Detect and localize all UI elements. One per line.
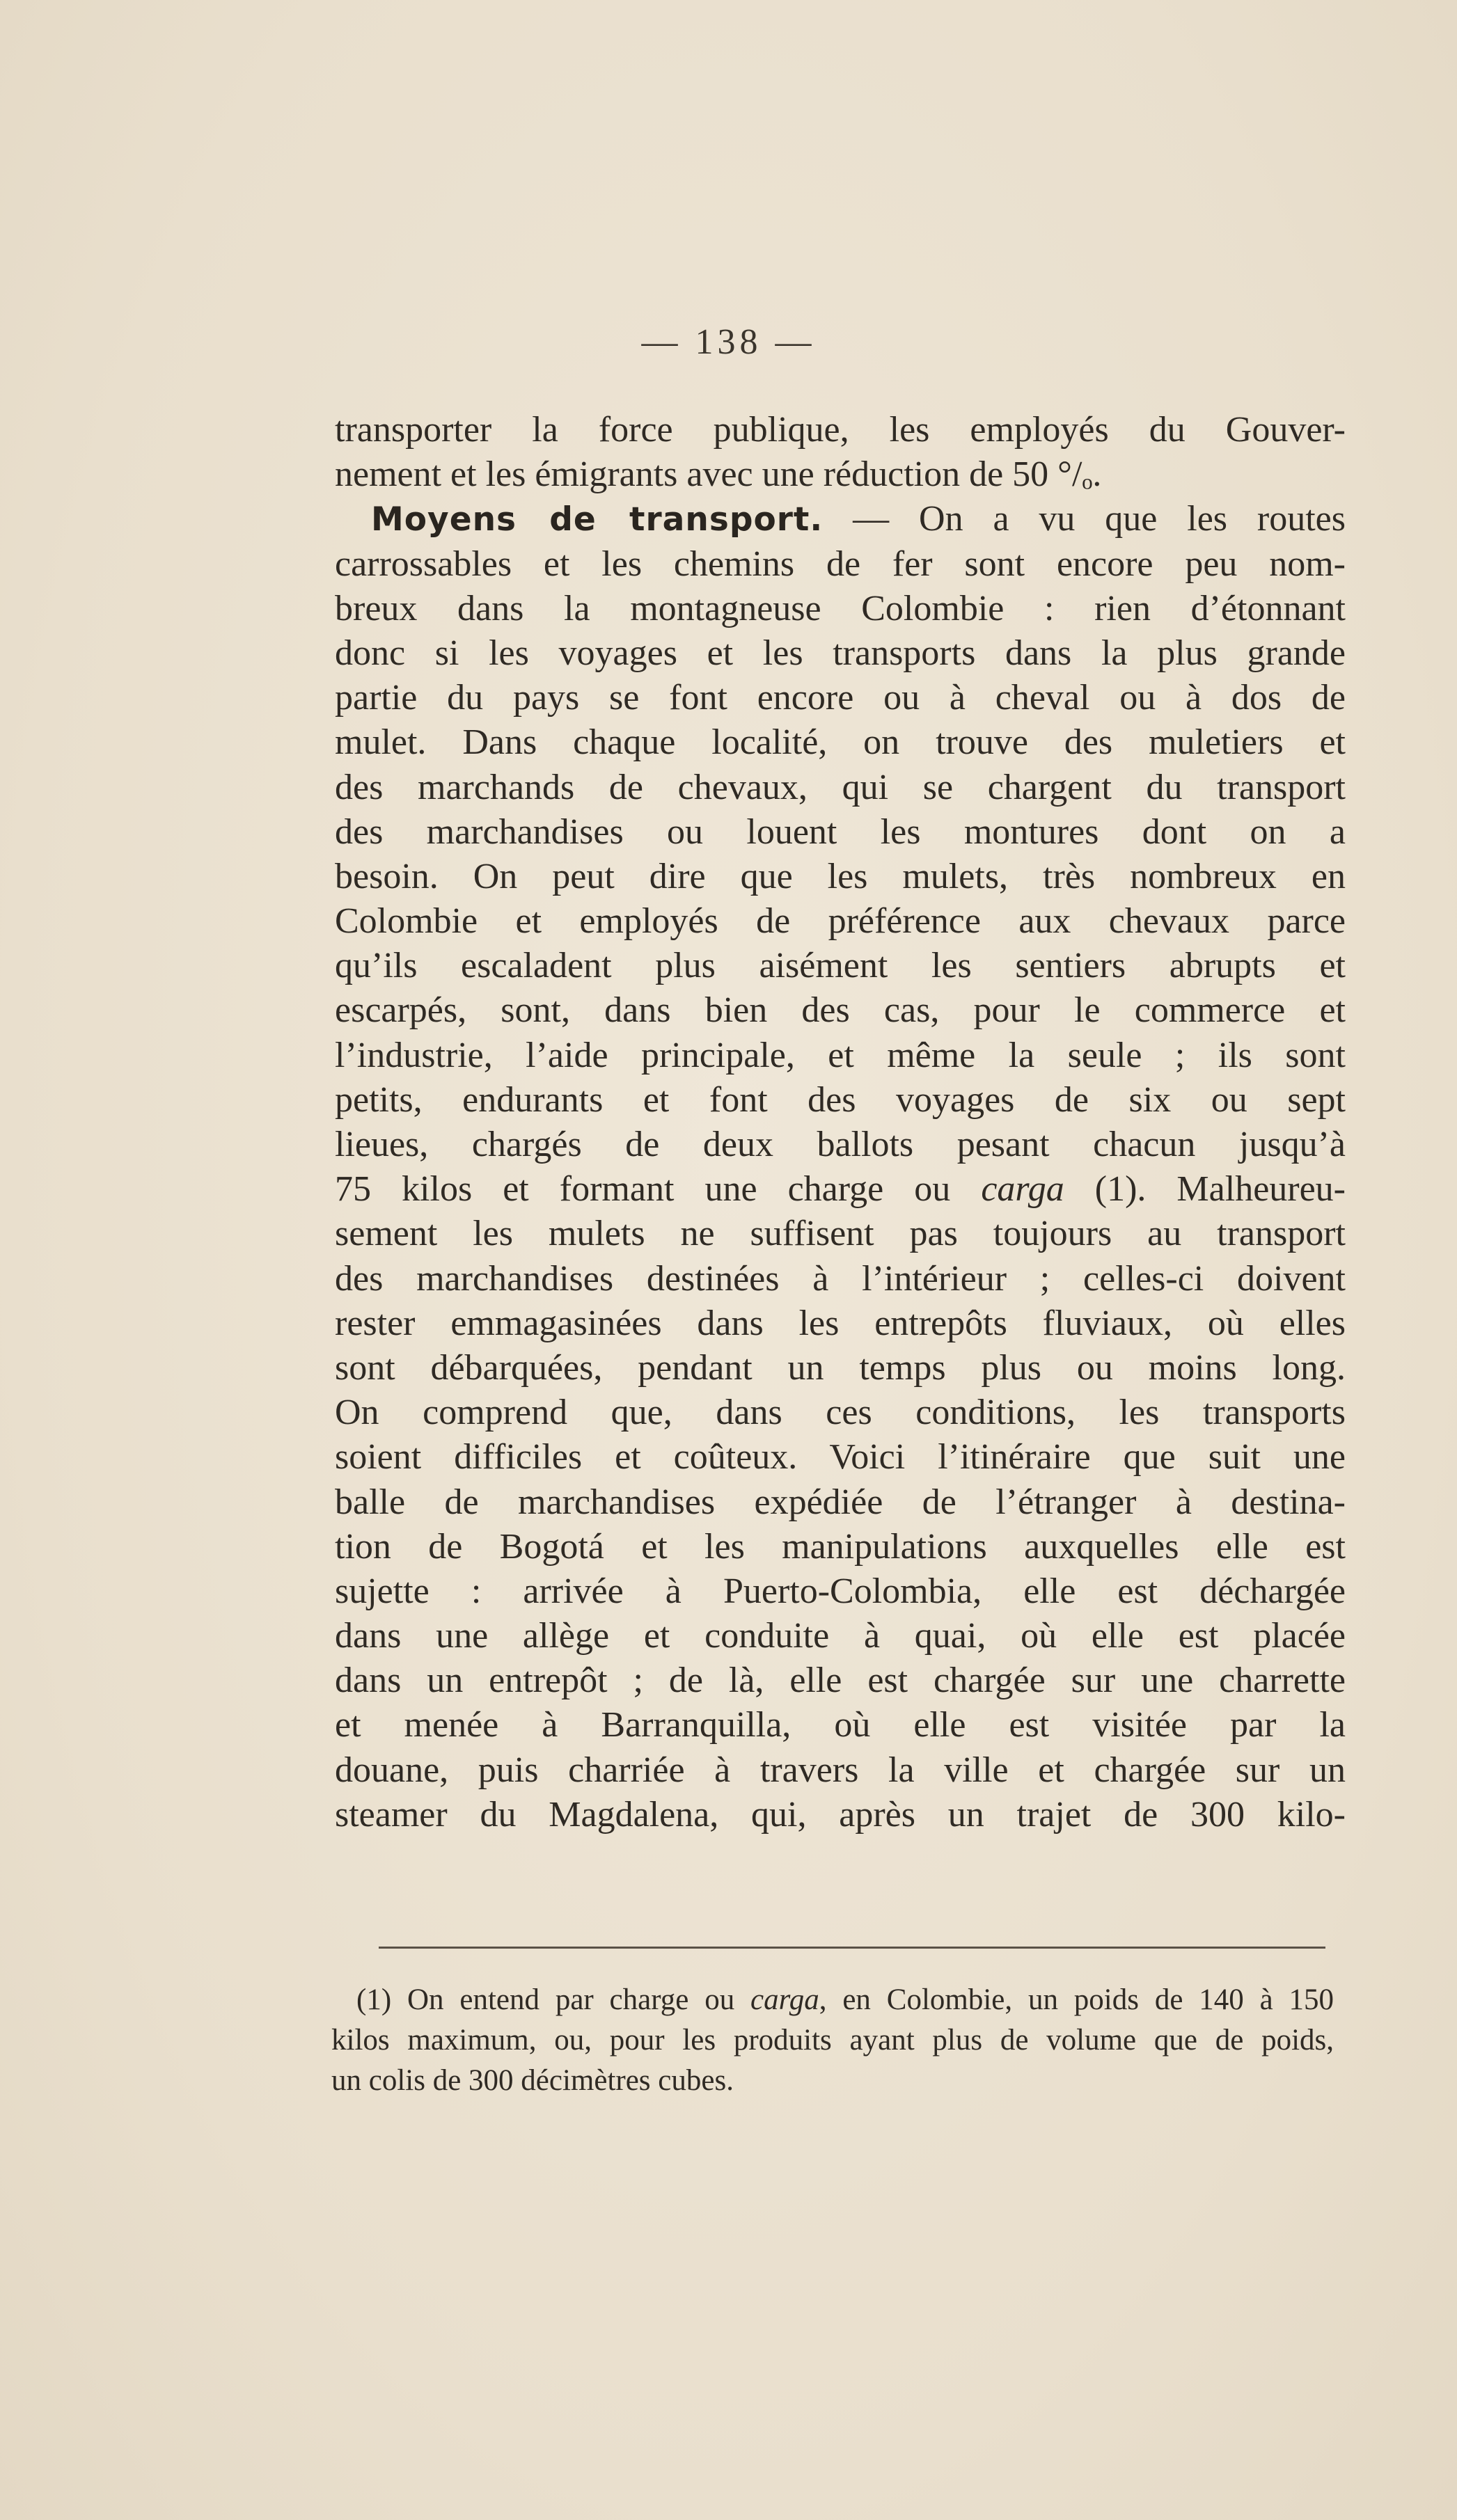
text-line: partie du pays se font encore ou à cheval ou à dos de — [335, 678, 1346, 718]
body-text — [335, 408, 1346, 1837]
text-line: escarpés, sont, dans bien des cas, pour le commerce et — [335, 990, 1346, 1031]
text-line: sont débarquées, pendant un temps plus ou moins long. — [335, 1347, 1346, 1388]
text-line: besoin. On peut dire que les mulets, très nombreux en — [335, 856, 1346, 896]
text-line: sement les mulets ne suffisent pas toujours au transport — [335, 1214, 1346, 1254]
text-line: Colombie et employés de préférence aux chevaux parce — [335, 901, 1346, 942]
text-line — [335, 1167, 1346, 1212]
text-line: rester emmagasinées dans les entrepôts fluviaux, où elles — [335, 1303, 1346, 1343]
text-span: , en Colombie, un poids de 140 à 150 — [819, 1983, 1334, 2016]
text-line: l’industrie, l’aide principale, et même la seule ; ils sont — [335, 1035, 1346, 1075]
text-line: dans une allège et conduite à quai, où elle est placée — [335, 1616, 1346, 1656]
text-line: soient difficiles et coûteux. Voici l’itinéraire que suit une — [335, 1437, 1346, 1477]
text-line: qu’ils escaladent plus aisément les sentiers abrupts et — [335, 946, 1346, 986]
text-span: (1). Malheureu- — [1064, 1169, 1346, 1210]
italic-term: carga — [750, 1983, 819, 2016]
footnote-divider — [379, 1947, 1325, 1949]
text-line: balle de marchandises expédiée de l’étranger à destina- — [335, 1482, 1346, 1522]
footnote-line — [331, 1980, 1334, 2020]
footnote-line: kilos maximum, ou, pour les produits ayant plus de volume que de poids, — [331, 2024, 1334, 2057]
text-line: des marchandises destinées à l’intérieur ; celles-ci doivent — [335, 1258, 1346, 1299]
text-line: breux dans la montagneuse Colombie : rien d’étonnant — [335, 588, 1346, 628]
text-span: — On a vu que les routes — [823, 499, 1346, 539]
text-line: des marchands de chevaux, qui se chargent du transport — [335, 767, 1346, 807]
footnote — [331, 1980, 1334, 2101]
text-line: On comprend que, dans ces conditions, les transports — [335, 1393, 1346, 1433]
page-number: — 138 — — [641, 322, 816, 362]
text-line: tion de Bogotá et les manipulations auxquelles elle est — [335, 1526, 1346, 1567]
text-span: (1) On entend par charge ou — [356, 1983, 751, 2016]
text-line: petits, endurants et font des voyages de six ou sept — [335, 1079, 1346, 1120]
text-line: dans un entrepôt ; de là, elle est chargée sur une charrette — [335, 1661, 1346, 1701]
text-span: 75 kilos et formant une charge ou — [335, 1169, 982, 1210]
text-line: nement et les émigrants avec une réduction de 50 °/ₒ. — [335, 454, 1102, 495]
text-line: mulet. Dans chaque localité, on trouve des muletiers et — [335, 722, 1346, 763]
italic-term: carga — [981, 1169, 1064, 1210]
text-line: sujette : arrivée à Puerto-Colombia, elle est déchargée — [335, 1571, 1346, 1611]
text-line: et menée à Barranquilla, où elle est visitée par la — [335, 1705, 1346, 1745]
text-line: steamer du Magdalena, qui, après un trajet de 300 kilo- — [335, 1794, 1346, 1834]
text-line: lieues, chargés de deux ballots pesant chacun jusqu’à — [335, 1125, 1346, 1164]
text-line: carrossables et les chemins de fer sont encore peu nom- — [335, 544, 1346, 584]
text-line: transporter la force publique, les employés du Gouver- — [335, 410, 1346, 450]
text-line: des marchandises ou louent les montures dont on a — [335, 811, 1346, 852]
text-line — [335, 497, 1346, 541]
text-line: douane, puis charriée à travers la ville et chargée sur un — [335, 1750, 1346, 1790]
section-heading: Moyens de transport. — [371, 500, 824, 539]
text-line: donc si les voyages et les transports dans la plus grande — [335, 633, 1346, 673]
footnote-line: un colis de 300 décimètres cubes. — [331, 2064, 734, 2097]
